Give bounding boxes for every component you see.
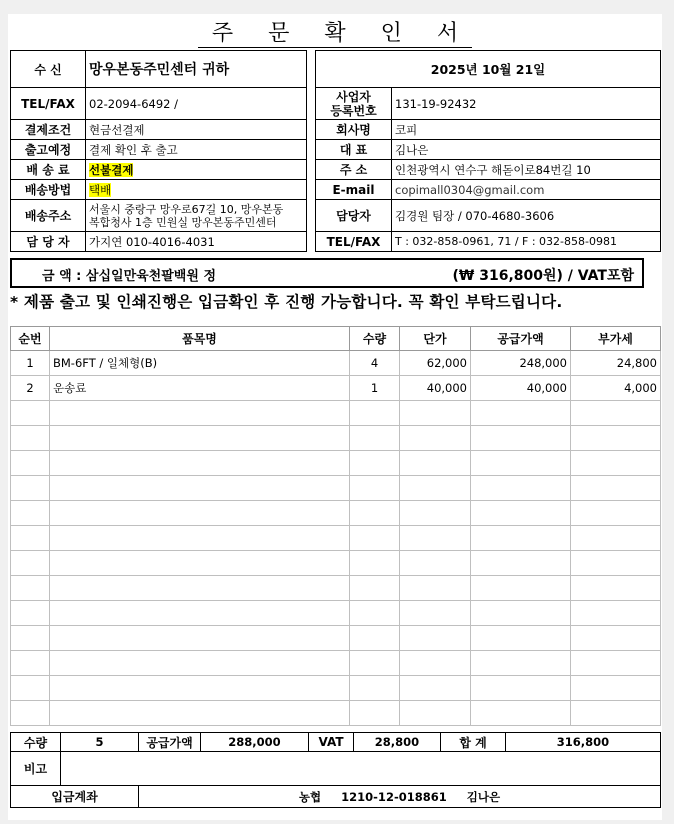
shipping-method-label: 배송방법 xyxy=(11,180,86,200)
item-seq xyxy=(11,651,50,676)
empty-table-row xyxy=(11,476,661,501)
remark-label: 비고 xyxy=(11,752,61,786)
empty-table-row xyxy=(11,401,661,426)
empty-table-row xyxy=(11,451,661,476)
item-seq xyxy=(11,426,50,451)
item-vat: 4,000 xyxy=(571,376,661,401)
item-vat xyxy=(571,426,661,451)
item-seq xyxy=(11,676,50,701)
col-qty-header: 수량 xyxy=(350,327,400,351)
shipping-fee-value xyxy=(86,160,307,180)
items-header-row xyxy=(11,327,661,351)
empty-table-row xyxy=(11,501,661,526)
item-name xyxy=(50,651,350,676)
item-qty xyxy=(350,701,400,726)
remark-value xyxy=(61,752,661,786)
empty-table-row xyxy=(11,526,661,551)
recipient-info-table xyxy=(10,50,307,252)
recipient-value: 망우본동주민센터 귀하 xyxy=(86,51,307,88)
payment-label: 결제조건 xyxy=(11,120,86,140)
item-qty xyxy=(350,501,400,526)
business-number-label-line2: 등록번호 xyxy=(330,103,377,118)
payment-value: 현금선결제 xyxy=(86,120,307,140)
item-qty xyxy=(350,476,400,501)
item-vat xyxy=(571,476,661,501)
item-name xyxy=(50,501,350,526)
empty-table-row xyxy=(11,676,661,701)
item-qty xyxy=(350,576,400,601)
shipping-address-value xyxy=(86,200,307,232)
item-price xyxy=(400,701,471,726)
shipping-address-label: 배송주소 xyxy=(11,200,86,232)
item-vat xyxy=(571,526,661,551)
total-supply-value: 288,000 xyxy=(201,733,309,752)
items-table xyxy=(10,326,661,726)
item-price xyxy=(400,451,471,476)
item-seq: 2 xyxy=(11,376,50,401)
email-label: E-mail xyxy=(316,180,392,200)
item-qty xyxy=(350,401,400,426)
item-seq xyxy=(11,576,50,601)
item-qty xyxy=(350,451,400,476)
item-seq xyxy=(11,701,50,726)
item-qty xyxy=(350,676,400,701)
item-supply xyxy=(471,601,571,626)
item-supply xyxy=(471,476,571,501)
item-name xyxy=(50,701,350,726)
item-vat xyxy=(571,576,661,601)
table-row xyxy=(11,351,661,376)
item-seq xyxy=(11,451,50,476)
item-qty: 4 xyxy=(350,351,400,376)
telfax-label: TEL/FAX xyxy=(11,88,86,120)
telfax-value: 02-2094-6492 / xyxy=(86,88,307,120)
item-qty xyxy=(350,601,400,626)
grand-total-value: 316,800 xyxy=(506,733,661,752)
item-price xyxy=(400,576,471,601)
item-name xyxy=(50,601,350,626)
order-date: 2025년 10월 21일 xyxy=(316,51,661,88)
staff-label: 담당자 xyxy=(316,200,392,232)
supplier-telfax-value: T : 032-858-0961, 71 / F : 032-858-0981 xyxy=(392,232,661,252)
item-qty xyxy=(350,651,400,676)
total-qty-value: 5 xyxy=(61,733,139,752)
empty-table-row xyxy=(11,426,661,451)
amount-in-words: 금 액 : 삼십일만육천팔백원 정 xyxy=(42,269,216,284)
col-seq-header: 순번 xyxy=(11,327,50,351)
item-qty xyxy=(350,526,400,551)
shipping-method-value xyxy=(86,180,307,200)
item-supply xyxy=(471,701,571,726)
item-vat xyxy=(571,451,661,476)
email-value[interactable]: copimall0304@gmail.com xyxy=(392,180,661,200)
item-vat xyxy=(571,701,661,726)
document-title: 주 문 확 인 서 xyxy=(8,16,662,47)
item-supply xyxy=(471,501,571,526)
item-seq xyxy=(11,501,50,526)
recipient-label: 수 신 xyxy=(11,51,86,88)
item-supply xyxy=(471,676,571,701)
item-supply xyxy=(471,401,571,426)
table-row xyxy=(11,376,661,401)
item-vat xyxy=(571,601,661,626)
account-holder: 김나은 xyxy=(466,789,501,804)
item-supply xyxy=(471,551,571,576)
address-line-1: 서울시 중랑구 망우로67길 10, 망우본동 xyxy=(89,202,284,216)
total-vat-label: VAT xyxy=(309,733,354,752)
item-seq: 1 xyxy=(11,351,50,376)
empty-table-row xyxy=(11,551,661,576)
item-vat xyxy=(571,551,661,576)
totals-table xyxy=(10,732,661,808)
empty-table-row xyxy=(11,626,661,651)
staff-value: 김경원 팀장 / 070-4680-3606 xyxy=(392,200,661,232)
shipping-fee-label: 배 송 료 xyxy=(11,160,86,180)
item-name xyxy=(50,676,350,701)
item-price xyxy=(400,651,471,676)
grand-total-label: 합 계 xyxy=(441,733,506,752)
item-qty xyxy=(350,426,400,451)
item-vat xyxy=(571,501,661,526)
item-price: 40,000 xyxy=(400,376,471,401)
item-qty xyxy=(350,551,400,576)
item-name xyxy=(50,526,350,551)
item-supply: 40,000 xyxy=(471,376,571,401)
ceo-label: 대 표 xyxy=(316,140,392,160)
item-supply: 248,000 xyxy=(471,351,571,376)
item-name xyxy=(50,401,350,426)
bank-name: 농협 xyxy=(298,789,322,804)
ceo-value: 김나은 xyxy=(392,140,661,160)
empty-table-row xyxy=(11,701,661,726)
item-vat xyxy=(571,401,661,426)
col-item-header: 품목명 xyxy=(50,327,350,351)
item-price xyxy=(400,476,471,501)
col-vat-header: 부가세 xyxy=(571,327,661,351)
total-vat-value: 28,800 xyxy=(354,733,441,752)
item-supply xyxy=(471,526,571,551)
item-price xyxy=(400,401,471,426)
item-vat xyxy=(571,626,661,651)
item-supply xyxy=(471,651,571,676)
item-vat xyxy=(571,651,661,676)
item-qty: 1 xyxy=(350,376,400,401)
item-price xyxy=(400,601,471,626)
company-label: 회사명 xyxy=(316,120,392,140)
item-seq xyxy=(11,476,50,501)
item-price xyxy=(400,676,471,701)
item-vat: 24,800 xyxy=(571,351,661,376)
item-vat xyxy=(571,676,661,701)
col-price-header: 단가 xyxy=(400,327,471,351)
total-supply-label: 공급가액 xyxy=(139,733,201,752)
address-label: 주 소 xyxy=(316,160,392,180)
item-name: 운송료 xyxy=(50,376,350,401)
item-supply xyxy=(471,451,571,476)
item-supply xyxy=(471,576,571,601)
item-supply xyxy=(471,626,571,651)
notice-text: * 제품 출고 및 인쇄진행은 입금확인 후 진행 가능합니다. 꼭 확인 부탁드립니다. xyxy=(10,293,563,311)
deposit-account-label: 입금계좌 xyxy=(11,786,139,808)
item-price xyxy=(400,551,471,576)
address-value: 인천광역시 연수구 해돋이로84번길 10 xyxy=(392,160,661,180)
company-value: 코피 xyxy=(392,120,661,140)
items-body xyxy=(11,351,661,726)
item-supply xyxy=(471,426,571,451)
business-number-label xyxy=(316,88,392,120)
item-price xyxy=(400,426,471,451)
item-name xyxy=(50,426,350,451)
empty-table-row xyxy=(11,576,661,601)
total-qty-label: 수량 xyxy=(11,733,61,752)
supplier-telfax-label: TEL/FAX xyxy=(316,232,392,252)
col-supply-header: 공급가액 xyxy=(471,327,571,351)
empty-table-row xyxy=(11,651,661,676)
item-price xyxy=(400,626,471,651)
item-seq xyxy=(11,401,50,426)
item-name xyxy=(50,626,350,651)
item-seq xyxy=(11,601,50,626)
deposit-account-value xyxy=(139,786,661,808)
item-name xyxy=(50,551,350,576)
shipping-method-highlight: 택배 xyxy=(89,182,112,197)
item-name xyxy=(50,476,350,501)
order-confirmation-sheet xyxy=(8,14,662,820)
item-name xyxy=(50,576,350,601)
release-value: 결제 확인 후 출고 xyxy=(86,140,307,160)
address-line-2: 복합청사 1층 민원실 망우본동주민센터 xyxy=(89,215,277,229)
total-amount-box xyxy=(10,258,644,288)
item-name: BM-6FT / 일체형(B) xyxy=(50,351,350,376)
business-number-label-line1: 사업자 xyxy=(336,89,371,104)
item-name xyxy=(50,451,350,476)
item-price xyxy=(400,501,471,526)
item-seq xyxy=(11,551,50,576)
manager-label: 담 당 자 xyxy=(11,232,86,252)
item-price: 62,000 xyxy=(400,351,471,376)
release-label: 출고예정 xyxy=(11,140,86,160)
account-number: 1210-12-018861 xyxy=(341,789,447,804)
empty-table-row xyxy=(11,601,661,626)
manager-value: 가지연 010-4016-4031 xyxy=(86,232,307,252)
item-qty xyxy=(350,626,400,651)
supplier-info-table xyxy=(315,50,661,252)
amount-in-numbers: (₩ 316,800원) / VAT포함 xyxy=(452,268,634,284)
item-seq xyxy=(11,626,50,651)
item-seq xyxy=(11,526,50,551)
business-number-value: 131-19-92432 xyxy=(392,88,661,120)
shipping-fee-highlight: 선불결제 xyxy=(89,162,134,177)
item-price xyxy=(400,526,471,551)
